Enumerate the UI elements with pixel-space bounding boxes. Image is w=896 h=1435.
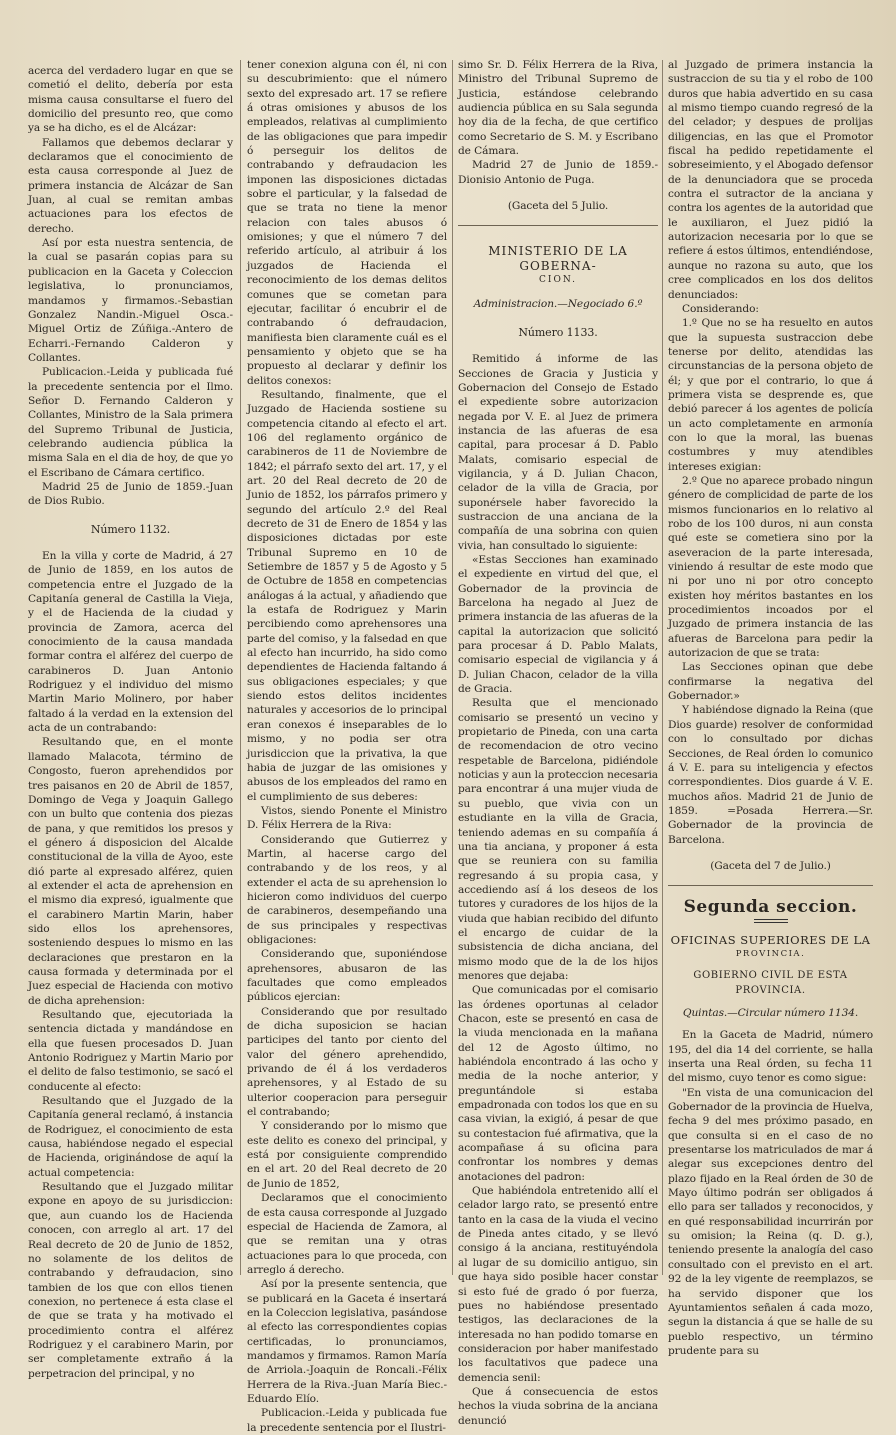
paragraph: 1.º Que no se ha resuelto en autos que la supuesta sustraccion debe tenerse por delito, atendidas las circunstancias de la persona objeto de él; y que por el contrario, lo que á primera vista se desprende es, que debió parecer á los agentes de policía un acto completamente en armonía con lo que la moral, las buenas costumbres y muy atendibles intereses exigian:	[668, 317, 873, 473]
paragraph: Declaramos que el conocimiento de esta causa corresponde al Juzgado especial de Hacienda de Zamora, al que se remitan una y otras actuaciones para lo que proceda, con arreglo á derecho.	[247, 1192, 447, 1276]
paragraph: Considerando que Gutierrez y Martin, al hacerse cargo del contrabando y de los reos, y al extender el acta de su aprehension lo hicieron como individuos del cuerpo de carabineros, desempeñando una de sus principales y respectivas obligaciones:	[247, 833, 447, 946]
paragraph: 2.º Que no aparece probado ningun género de complicidad de parte de los mismos funcionarios en lo relativo al robo de los 100 duros, ni aun consta qué este se cometiera sino por la aseveracion de la parte interesada, viniendo á resultar de este modo que ni por uno ni por otro concepto existen hoy méritos bastantes en los procedimientos incoados por el Juzgado de primera instancia de las afueras de Barcelona para pedir la autorizacion de que se trata:	[668, 474, 873, 660]
paragraph: "En vista de una comunicacion del Gobernador de la provincia de Huelva, fecha 9 del mes próximo pasado, en que consulta si en el caso de no presentarse los matriculados de mar á alegar sus excepciones dentro del plazo fijado en la Real órden de 30 de Mayo último podrán ser obligados á ello para ser tallados y reconocidos, y en qué responsabilidad incurrirán por su omision; la Reina (q. D. g.), teniendo presente la analogía del caso consultado con el previsto en el art. 92 de la ley vigente de reemplazos, se ha servido disponer que los Ayuntamientos señalen á cada mozo, segun la distancia á que se halle de su pueblo respectivo, un término prudente para su	[668, 1086, 873, 1357]
paragraph: En la villa y corte de Madrid, á 27 de Junio de 1859, en los autos de competencia entre el Juzgado de la Capitanía general de Castilla la Vieja, y el de Hacienda de la ciudad y provincia de Zamora, acerca del conocimiento de la causa mandada formar contra el alférez del cuerpo de carabineros D. Juan Antonio Rodriguez y el individuo del mismo Martin Mario Molinero, por haber faltado á la verdad en la extension del acta de un contrabando:	[28, 550, 233, 735]
paragraph: Que habiéndola entretenido allí el celador largo rato, se presentó entre tanto en la casa de la viuda el vecino de Pineda antes citado, y se llevó consigo á la anciana, restituyéndola al lugar de su domicilio antiguo, sin que haya sido posible hacer constar si esto fué de grado ó por fuerza, pues no habiéndose presentado testigos, las declaraciones de la interesada no han podido tomarse en consideracion por haber manifestado los facultativos que padece una demencia senil:	[458, 1185, 658, 1384]
ministry-heading-cont: CION.	[539, 275, 577, 286]
column-1	[28, 64, 233, 1380]
column-rule	[662, 60, 663, 1275]
paragraph: Remitido á informe de las Secciones de Gracia y Justicia y Gobernacion del Consejo de Estado el expediente sobre autorizacion negada por V. E. al Juez de primera instancia de las afueras de esa capital, para procesar á D. Pablo Malats, comisario especial de vigilancia, y á D. Julian Chacon, celador de la villa de Gracia, por suponérsele haber favorecido la sustraccion de una anciana de la compañía de una sobrina con quien vivia, han consultado lo siguiente:	[458, 353, 658, 552]
paragraph: Resultando, finalmente, que el Juzgado de Hacienda sostiene su competencia citando al efecto el art. 106 del reglamento orgánico de carabineros de 11 de Noviembre de 1842; el párrafo sexto del art. 17, y el art. 20 del Real decreto de 20 de Junio de 1852, los párrafos primero y segundo del artículo 2.º del Real decreto de 31 de Enero de 1854 y las disposiciones dictadas por este Tribunal Supremo en 10 de Setiembre de 1857 y 5 de Agosto y 5 de Octubre de 1858 en competencias análogas á la actual, y añadiendo que la estafa de Rodriguez y Marin percibiendo como aprehensores una parte del comiso, y la falsedad en que al efecto han incurrido, ha sido como dependientes de Hacienda faltando á sus obligaciones especiales; y que siendo estos delitos incidentes naturales y accesorios de lo principal eran conexos é inseparables de lo mismo, y no podia ser otra jurisdiccion que la privativa, la que habia de juzgar de las omisiones y abusos de los empleados del ramo en el cumplimiento de sus deberes:	[247, 388, 447, 803]
column-3	[458, 58, 658, 1427]
paragraph: Vistos, siendo Ponente el Ministro D. Félix Herrera de la Riva:	[247, 804, 447, 832]
section-heading: Segunda seccion.	[683, 897, 858, 918]
column-rule	[240, 60, 241, 1275]
paragraph: acerca del verdadero lugar en que se cometió el delito, debería por esta misma causa consultarse el fuero del domicilio del presunto reo, que como ya se ha dicho, es el de Alcázar:	[28, 65, 233, 135]
paragraph: Resultando que el Juzgado militar expone en apoyo de su jurisdiccion: que, aun cuando los de Hacienda conocen, con arreglo al art. 17 del Real decreto de 20 de Junio de 1852, no solamente de los delitos de contrabando y defraudacion, sino tambien de los que con ellos tienen conexion, no pertenece á esta clase el de que se trata y ha motivado el procedimiento contra el alférez Rodriguez y el carabinero Marin, por ser completamente extraño á la perpetracion del principal, y no	[28, 1181, 233, 1380]
paragraph: Publicacion.-Leida y publicada fue la precedente sentencia por el Ilustri-	[247, 1407, 447, 1434]
paragraph: En la Gaceta de Madrid, número 195, del dia 14 del corriente, se halla inserta una Real órden, su fecha 11 del mismo, cuyo tenor es como sigue:	[668, 1029, 873, 1085]
paragraph: Madrid 25 de Junio de 1859.-Juan de Dios Rubio.	[28, 480, 233, 508]
paragraph: Considerando:	[682, 302, 759, 315]
paragraph: Las Secciones opinan que debe confirmarse la negativa del Gobernador.»	[668, 661, 873, 703]
circular-title: Quintas.—Circular número 1134.	[682, 1006, 859, 1019]
paragraph: Madrid 27 de Junio de 1859.-Dionisio Antonio de Puga.	[458, 159, 658, 186]
paragraph: Resultando que, ejecutoriada la sentencia dictada y mandándose en ella que fuesen procesados D. Juan Antonio Rodriguez y Martin Mario por el delito de falso testimonio, se sacó el conducente al efecto:	[28, 1009, 233, 1093]
double-rule	[754, 919, 788, 923]
government-heading: GOBIERNO CIVIL DE ESTA PROVINCIA.	[693, 970, 848, 996]
decree-number: Número 1132.	[90, 522, 171, 536]
offices-heading: OFICINAS SUPERIORES DE LA	[670, 932, 871, 947]
column-4	[668, 58, 873, 1357]
gaceta-citation: (Gaceta del 5 Julio.	[507, 200, 609, 213]
column-rule	[452, 60, 453, 1275]
paragraph: Resultando que, en el monte llamado Malacota, término de Congosto, fueron aprehendidos por tres paisanos en 20 de Abril de 1857, Domingo de Vega y Joaquin Gallego con un bulto que contenia dos piezas de pana, y que remitidos los presos y el género á disposicion del Alcalde constitucional de la villa de Ayoo, este dió parte al expresado alférez, quien al extender el acta de aprehension en el mismo dia expresó, igualmente que el carabinero Martin Marin, haber sido ellos los aprehensores, sosteniendo despues lo mismo en las declaraciones que prestaron en la causa formada y determinada por el Juez especial de Hacienda con motivo de dicha aprehension:	[28, 736, 233, 1007]
paragraph: Resultando que el Juzgado de la Capitanía general reclamó, á instancia de Rodriguez, el conocimiento de esta causa, habiéndose negado el especial de Hacienda, originándose de aquí la actual competencia:	[28, 1095, 233, 1179]
paragraph: Que á consecuencia de estos hechos la viuda sobrina de la anciana denunció	[458, 1385, 658, 1427]
paragraph: Considerando que, suponiéndose aprehensores, abusaron de las facultades que como empleados públicos ejercian:	[247, 948, 447, 1004]
paragraph: simo Sr. D. Félix Herrera de la Riva, Ministro del Tribunal Supremo de Justicia, estándose celebrando audiencia pública en su Sala segunda hoy dia de la fecha, de que certifico como Secretario de S. M. y Escribano de Cámara.	[458, 59, 658, 158]
province-heading: PROVINCIA.	[735, 948, 806, 959]
section-divider	[458, 225, 658, 226]
ministry-heading: MINISTERIO DE LA GOBERNA-	[488, 244, 628, 273]
paragraph: Y considerando por lo mismo que este delito es conexo del principal, y está por consiguiente comprendido en el art. 20 del Real decreto de 20 de Junio de 1852,	[247, 1120, 447, 1190]
paragraph: tener conexion alguna con él, ni con su descubrimiento: que el número sexto del expresado art. 17 se refiere á otras omisiones y abusos de los empleados, relativas al cumplimiento de las obligaciones que para impedir ó perseguir los delitos de contrabando y defraudacion les imponen las disposiciones dictadas sobre el particular, y la falsedad de que se trata no tiene la menor relacion con tales abusos ó omisiones; y que el número 7 del referido artículo, al atribuir á los juzgados de Hacienda el reconocimiento de los demas delitos comunes que se cometan para ejecutar, facilitar ó encubrir el de contrabando ó defraudacion, manifiesta bien claramente cuál es el pensamiento y objeto que se ha propuesto al declarar y definir los delitos conexos:	[247, 59, 447, 387]
paragraph: Así por la presente sentencia, que se publicará en la Gaceta é insertará en la Coleccion legislativa, pasándose al efecto las correspondientes copias certificadas, lo pronunciamos, mandamos y firmamos. Ramon María de Arriola.-Joaquin de Roncali.-Félix Herrera de la Riva.-Juan María Biec.-Eduardo Elío.	[247, 1278, 447, 1405]
paragraph: Que comunicadas por el comisario las órdenes oportunas al celador Chacon, este se presentó en casa de la viuda mencionada en la mañana del 12 de Agosto último, no habiéndola encontrado á las ocho y media de la noche anterior, y preguntándole si estaba empadronada con todos los que en su casa vivian, la exigió, á pesar de que su contestacion fué afirmativa, que la acompañase á su oficina para confrontar los nombres y demas anotaciones del padron:	[458, 984, 658, 1183]
section-divider	[668, 885, 873, 886]
paragraph: Publicacion.-Leida y publicada fué la precedente sentencia por el Ilmo. Señor D. Fernando Calderon y Collantes, Ministro de la Sala primera del Supremo Tribunal de Justicia, celebrando audiencia pública la misma Sala en el dia de hoy, de que yo el Escribano de Cámara certifico.	[28, 366, 233, 479]
paragraph: al Juzgado de primera instancia la sustraccion de su tia y el robo de 100 duros que habia advertido en su casa al mismo tiempo cuando regresó de la del celador; y despues de prolijas diligencias, en las que el Promotor fiscal ha pedido repetidamente el sobreseimiento, y el Abogado defensor de la denunciadora que se proceda contra el sutractor de la anciana y contra los agentes de la autoridad que le auxiliaron, el Juez pidió la autorizacion necesaria por lo que se refiere á estos últimos, entendiéndose, aunque no razona su auto, que los cree complicados en los dos delitos denunciados:	[668, 59, 873, 301]
paragraph: Resulta que el mencionado comisario se presentó un vecino y propietario de Pineda, con una carta de recomendacion de otro vecino respetable de Barcelona, pidiéndole noticias y aun la proteccion necesaria para encontrar á una mujer viuda de su pueblo, que vivia con un estudiante en la villa de Gracia, teniendo ademas en su compañía á una tia anciana, y proponer á esta que se reuniera con su familia regresando á su propia casa, y accediendo así á los deseos de los tutores y curadores de los hijos de la viuda que habian recibido del difunto el encargo de cuidar de la subsistencia de dicha anciana, del mismo modo que de la de los hijos menores que dejaba:	[458, 697, 658, 982]
paragraph: Así por esta nuestra sentencia, de la cual se pasarán copias para su publicacion en la Gaceta y Coleccion legislativa, lo pronunciamos, mandamos y firmamos.-Sebastian Gonzalez Nandin.-Miguel Osca.-Miguel Ortiz de Zúñiga.-Antero de Echarri.-Fernando Calderon y Collantes.	[28, 237, 233, 364]
paragraph: Considerando que por resultado de dicha suposicion se hacian participes del tanto por ciento del valor del género aprehendido, privando de él á los verdaderos aprehensores, y al Estado de su ulterior cooperacion para perseguir el contrabando;	[247, 1005, 447, 1119]
administration-line: Administracion.—Negociado 6.º	[473, 298, 643, 311]
column-2	[247, 58, 447, 1434]
paragraph: Fallamos que debemos declarar y declaramos que el conocimiento de esta causa corresponde al Juez de primera instancia de Alcázar de San Juan, al cual se remitan ambas actuaciones para los efectos de derecho.	[28, 136, 233, 235]
paragraph: «Estas Secciones han examinado el expediente en virtud del que, el Gobernador de la provincia de Barcelona ha negado al Juez de primera instancia de las afueras de la capital la autorizacion que solicitó para procesar á D. Pablo Malats, comisario especial de vigilancia y á D. Julian Chacon, celador de la villa de Gracia.	[458, 553, 658, 696]
decree-number: Número 1133.	[518, 325, 598, 339]
gaceta-citation: (Gaceta del 7 de Julio.)	[710, 859, 831, 872]
paragraph: Y habiéndose dignado la Reina (que Dios guarde) resolver de conformidad con lo consultado por dichas Secciones, de Real órden lo comunico á V. E. para su inteligencia y efectos correspondientes. Dios guarde á V. E. muchos años. Madrid 21 de Junio de 1859. =Posada Herrera.—Sr. Gobernador de la provincia de Barcelona.	[668, 704, 873, 846]
